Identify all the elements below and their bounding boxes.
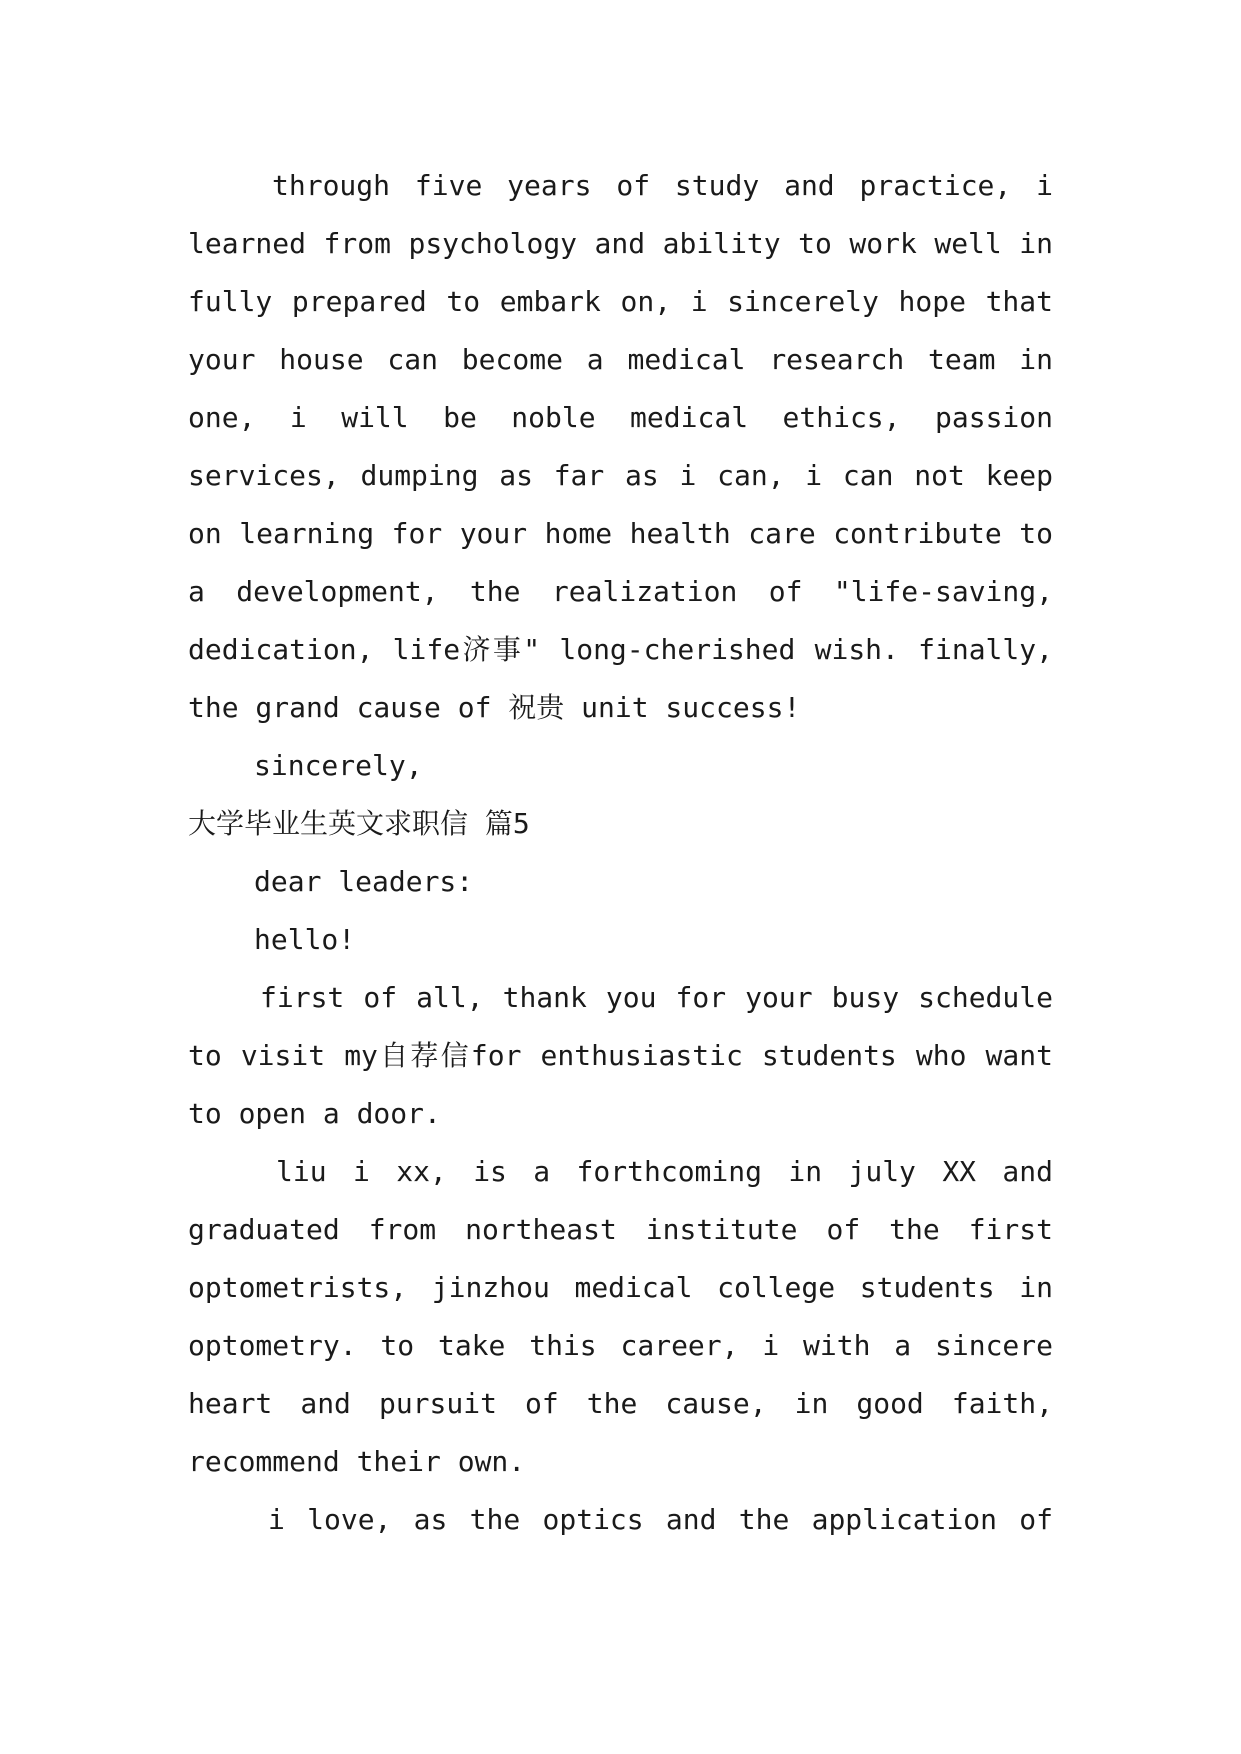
closing-line: sincerely,: [254, 749, 423, 782]
text-line: fully prepared to embark on, i sincerely hope that: [188, 285, 1053, 318]
salutation-line: dear leaders:: [254, 865, 474, 898]
greeting-line: hello!: [254, 923, 356, 956]
text-line: to open a door.: [188, 1097, 441, 1130]
text-line: your house can become a medical research team in: [188, 343, 1053, 376]
text-line: optometrists, jinzhou medical college students in: [188, 1271, 1053, 1304]
text-line: on learning for your home health care contribute to: [188, 517, 1053, 550]
section-heading: 大学毕业生英文求职信 篇5: [188, 807, 530, 840]
text-line: the grand cause of 祝贵 unit success!: [188, 691, 801, 724]
text-line: optometry. to take this career, i with a sincere: [188, 1329, 1053, 1362]
text-line: learned from psychology and ability to work well in: [188, 227, 1053, 260]
text-line: heart and pursuit of the cause, in good faith,: [188, 1387, 1053, 1420]
text-line: graduated from northeast institute of the first: [188, 1213, 1053, 1246]
text-line: liu i xx, is a forthcoming in july XX and: [276, 1155, 1053, 1188]
text-line: i love, as the optics and the application of: [268, 1503, 1053, 1536]
text-line: first of all, thank you for your busy schedule: [260, 981, 1053, 1014]
text-line: a development, the realization of "life-saving,: [188, 575, 1053, 608]
text-line: one, i will be noble medical ethics, passion: [188, 401, 1053, 434]
text-line: recommend their own.: [188, 1445, 526, 1478]
text-line: to visit my自荐信for enthusiastic students who want: [188, 1039, 1053, 1072]
text-line: services, dumping as far as i can, i can not keep: [188, 459, 1053, 492]
text-line: dedication, life济事" long-cherished wish. finally,: [188, 633, 1053, 666]
text-line: through five years of study and practice, i: [272, 169, 1053, 202]
